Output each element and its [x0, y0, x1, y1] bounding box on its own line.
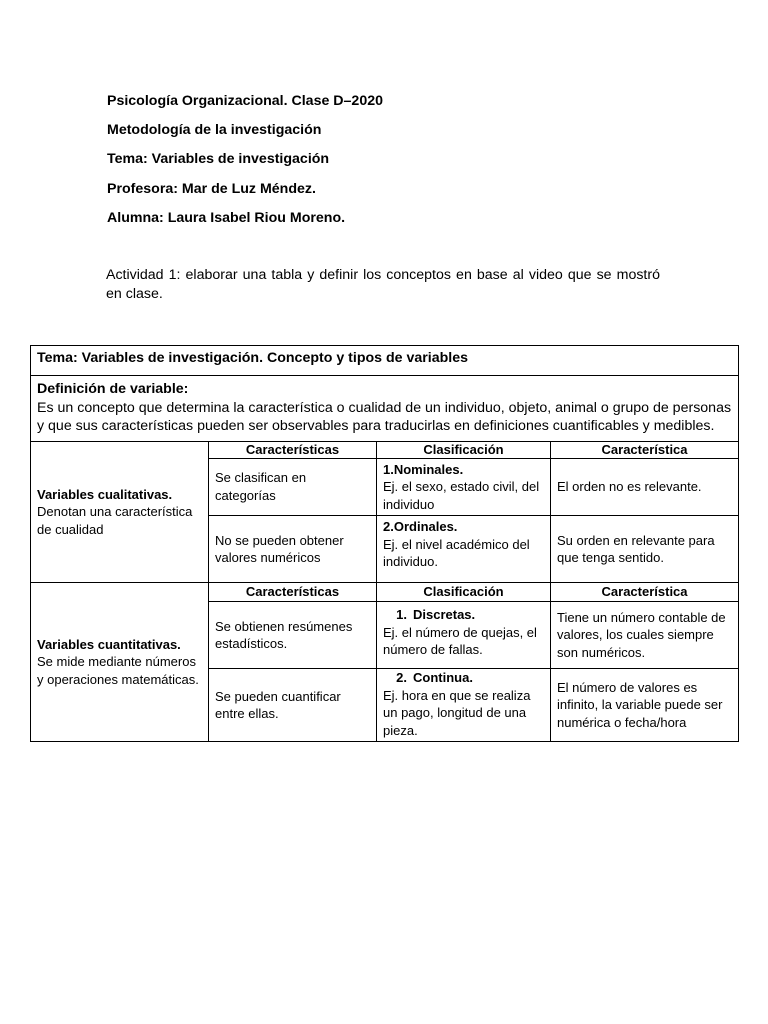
subject-title: Metodología de la investigación	[107, 122, 322, 139]
table-title-row	[31, 346, 739, 376]
trait-cell: El orden no es relevante.	[551, 458, 739, 516]
feature-cell: Se obtienen resúmenes estadísticos.	[209, 602, 377, 669]
column-header-classification: Clasificación	[377, 583, 551, 602]
classification-name: Discretas.	[413, 607, 476, 622]
classification-cell	[377, 669, 551, 742]
document-header	[107, 92, 383, 238]
column-header-trait: Característica	[551, 441, 739, 458]
classification-number: 2.	[396, 670, 407, 685]
topic-title: Tema: Variables de investigación	[107, 151, 330, 168]
classification-example: Ej. el nivel académico del individuo.	[383, 536, 530, 569]
feature-cell: Se clasifican en categorías	[209, 458, 377, 516]
classification-example: Ej. el sexo, estado civil, del individuo	[383, 479, 540, 512]
column-header-trait: Característica	[551, 583, 739, 602]
qualitative-header-row	[31, 441, 739, 458]
definition-title: Definición de variable:	[37, 381, 189, 397]
classification-name: Continua.	[413, 670, 473, 685]
definition-cell	[31, 376, 739, 442]
qualitative-name: Variables cualitativas.	[37, 486, 173, 502]
classification-cell	[377, 516, 551, 583]
classification-example: Ej. el número de quejas, el número de fallas.	[383, 624, 537, 657]
feature-cell: Se pueden cuantificar entre ellas.	[209, 669, 377, 742]
quantitative-description: Se mide mediante números y operaciones matemáticas.	[37, 654, 199, 687]
column-header-classification: Clasificación	[377, 441, 551, 458]
definition-text: Es un concepto que determina la característica o cualidad de un individuo, objeto, animal o grupo de personas y que sus características pueden ser observables para traducirlas en definiciones cuantificables y medibles.	[37, 399, 732, 434]
trait-cell: El número de valores es infinito, la variable puede ser numérica o fecha/hora	[551, 669, 739, 742]
variables-table	[30, 345, 739, 742]
activity-instructions: Actividad 1: elaborar una tabla y definir los conceptos en base al video que se mostró en clase.	[106, 267, 660, 302]
classification-name: 1.Nominales.	[383, 461, 464, 477]
qualitative-description: Denotan una característica de cualidad	[37, 504, 193, 537]
quantitative-variables-cell	[31, 583, 209, 742]
student-name: Alumna: Laura Isabel Riou Moreno.	[107, 209, 346, 226]
trait-cell: Su orden en relevante para que tenga sentido.	[551, 516, 739, 583]
course-title: Psicología Organizacional. Clase D–2020	[107, 93, 383, 109]
definition-row	[31, 376, 739, 442]
column-header-features: Características	[209, 583, 377, 602]
teacher-name: Profesora: Mar de Luz Méndez.	[107, 180, 316, 197]
qualitative-variables-cell	[31, 441, 209, 583]
classification-name: 2.Ordinales.	[383, 519, 458, 534]
classification-number: 1.	[396, 607, 407, 622]
feature-cell: No se pueden obtener valores numéricos	[209, 516, 377, 583]
classification-cell	[377, 602, 551, 669]
classification-cell	[377, 458, 551, 516]
table-title: Tema: Variables de investigación. Concepto y tipos de variables	[31, 346, 739, 376]
quantitative-name: Variables cuantitativas.	[37, 636, 181, 652]
classification-example: Ej. hora en que se realiza un pago, longitud de una pieza.	[383, 687, 531, 738]
quantitative-header-row	[31, 583, 739, 602]
trait-cell: Tiene un número contable de valores, los cuales siempre son numéricos.	[551, 602, 739, 669]
column-header-features: Características	[209, 441, 377, 458]
